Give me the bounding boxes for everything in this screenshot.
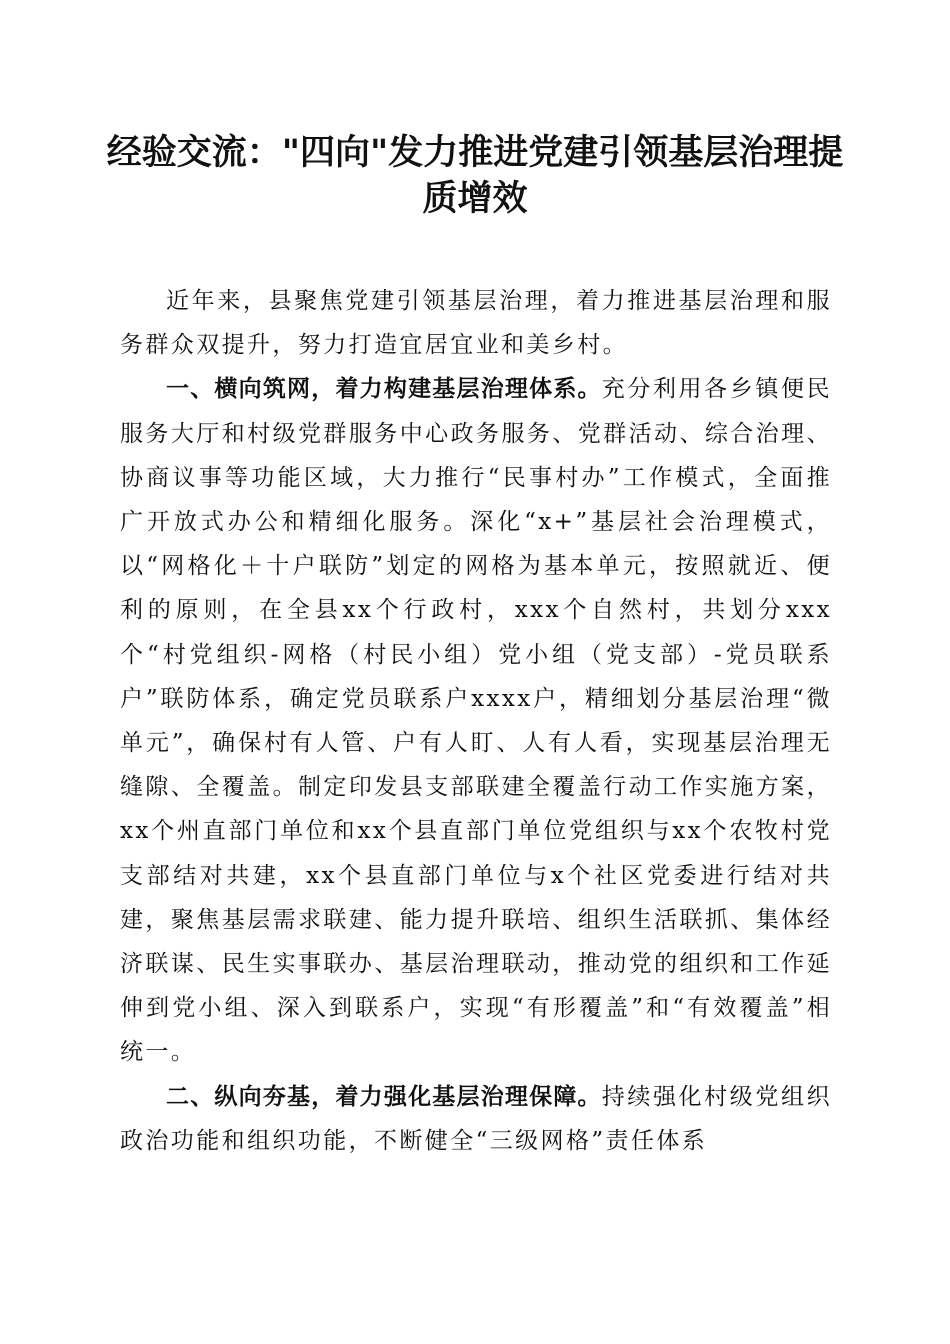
section-heading: 二、纵向夯基，着力强化基层治理保障。 (166, 1083, 602, 1110)
paragraph-section-1 (120, 367, 832, 1074)
paragraph-text: 充分利用各乡镇便民服务大厅和村级党群服务中心政务服务、党群活动、综合治理、协商议事等功能区域，大力推行“民事村办”工作模式，全面推广开放式办公和精细化服务。深化“x+”基层社会治理模式，以“网格化＋十户联防”划定的网格为基本单元，按照就近、便利的原则，在全县xx个行政村，xxx个自然村，共划分xxx个“村党组织-网格（村民小组）党小组（党支部）-党员联系户”联防体系，确定党员联系户xxxx户，精细划分基层治理“微单元”，确保村有人管、户有人盯、人有人看，实现基层治理无缝隙、全覆盖。制定印发县支部联建全覆盖行动工作实施方案，xx个州直部门单位和xx个县直部门单位党组织与xx个农牧村党支部结对共建，xx个县直部门单位与x个社区党委进行结对共建，聚焦基层需求联建、能力提升联培、组织生活联抓、集体经济联谋、民生实事联办、基层治理联动，推动党的组织和工作延伸到党小组、深入到联系户，实现“有形覆盖”和“有效覆盖”相统一。 (120, 376, 832, 1066)
paragraph-intro (120, 279, 832, 367)
document-title: 经验交流："四向"发力推进党建引领基层治理提质增效 (106, 132, 844, 219)
paragraph-text: 近年来，县聚焦党建引领基层治理，着力推进基层治理和服务群众双提升，努力打造宜居宜业和美乡村。 (120, 288, 832, 359)
document-body (120, 279, 832, 1163)
paragraph-section-2 (120, 1075, 832, 1163)
section-heading: 一、横向筑网，着力构建基层治理体系。 (166, 376, 602, 403)
paragraph-text: 持续强化村级党组织政治功能和组织功能，不断健全“三级网格”责任体系 (120, 1083, 832, 1154)
